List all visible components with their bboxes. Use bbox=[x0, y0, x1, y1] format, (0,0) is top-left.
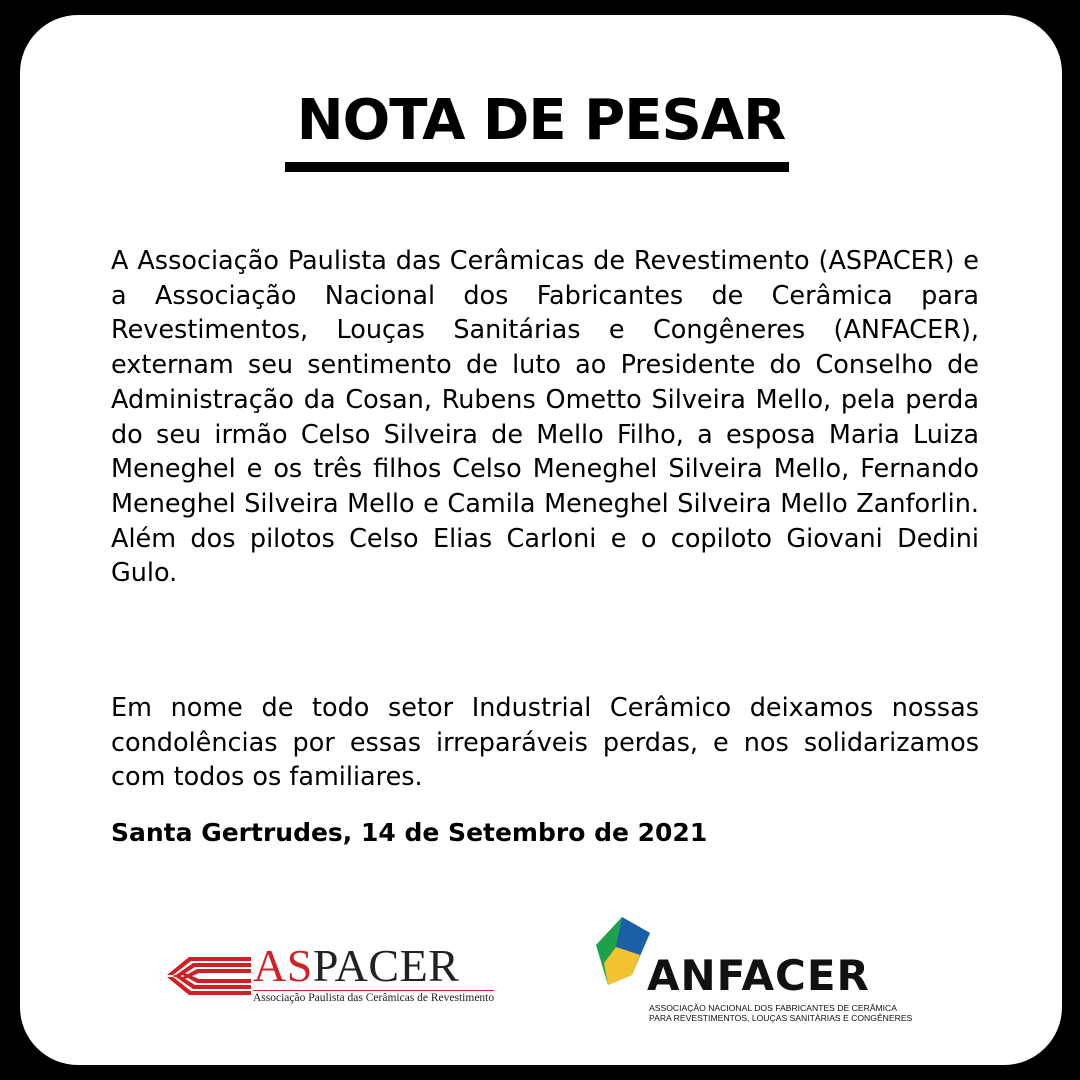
condolences-paragraph: Em nome de todo setor Industrial Cerâmico deixamos nossas condolências por essas irreparáveis perdas, e nos solidarizamos com todos os familiares. bbox=[111, 693, 979, 793]
anfacer-subtitle bbox=[649, 1003, 912, 1023]
aspacer-wordmark-dark: PACER bbox=[312, 940, 460, 991]
aspacer-wordmark bbox=[253, 939, 459, 992]
place-date-signoff: Santa Gertrudes, 14 de Setembro de 2021 bbox=[111, 818, 708, 847]
aspacer-subtitle: Associação Paulista das Cerâmicas de Revestimento bbox=[253, 992, 495, 1004]
title-underline bbox=[285, 162, 789, 172]
anfacer-wordmark: ANFACER bbox=[647, 951, 870, 1000]
aspacer-wordmark-red: AS bbox=[253, 940, 313, 991]
page-title: NOTA DE PESAR bbox=[296, 88, 786, 153]
aspacer-logo bbox=[167, 940, 495, 1013]
anfacer-logo bbox=[592, 915, 913, 1025]
anfacer-subtitle-line-2: PARA REVESTIMENTOS, LOUÇAS SANITÁRIAS E CONGÊNERES bbox=[649, 1013, 913, 1023]
notice-card bbox=[20, 15, 1062, 1065]
aspacer-stripes-icon bbox=[167, 953, 251, 999]
anfacer-subtitle-line-1: ASSOCIAÇÃO NACIONAL DOS FABRICANTES DE CERÂMICA bbox=[649, 1003, 897, 1013]
main-paragraph: A Associação Paulista das Cerâmicas de Revestimento (ASPACER) e a Associação Nacional dos Fabricantes de Cerâmica para Revestimentos, Louças Sanitárias e Congêneres (ANFACER), externam seu sentimento de luto ao Presidente do Conselho de Administração da Cosan, Rubens Ometto Silveira Mello, pela perda do seu irmão Celso Silveira de Mello Filho, a esposa Maria Luiza Meneghel e os três filhos Celso Meneghel Silveira Mello, Fernando Meneghel Silveira Mello e Camila Meneghel Silveira Mello Zanforlin. Além dos pilotos Celso Elias Carloni e o copiloto Giovani Dedini Gulo. bbox=[111, 246, 979, 589]
